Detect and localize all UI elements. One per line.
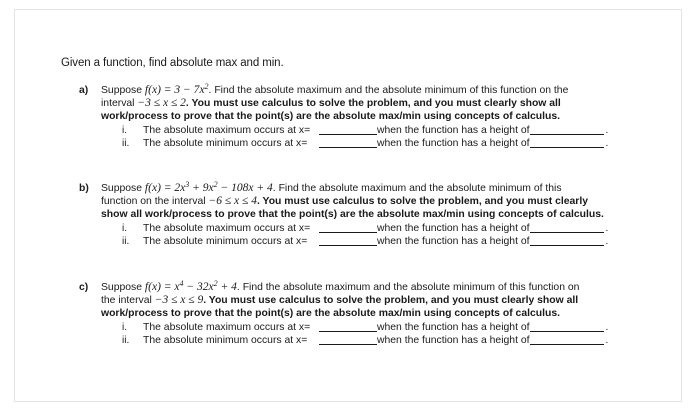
roman-numeral: i.: [122, 222, 127, 234]
min-x-blank[interactable]: [319, 236, 377, 246]
suppose-text: Suppose: [101, 183, 143, 194]
problem-c: [79, 281, 649, 347]
interval-expression: −3 ≤ x ≤ 2: [137, 97, 186, 110]
answer-row-max: [79, 321, 649, 334]
height-label: when the function has a height of: [377, 137, 530, 149]
period: .: [605, 321, 609, 333]
function-expression: $f(x) = 3 - 7x^2$: [144, 82, 209, 96]
max-label: The absolute maximum occurs at x=: [143, 222, 311, 234]
period: .: [605, 137, 609, 149]
problem-label: b): [79, 183, 89, 194]
interval-expression: −3 ≤ x ≤ 9: [154, 294, 204, 307]
interval-word: the interval: [101, 295, 152, 307]
roman-numeral: ii.: [122, 137, 130, 149]
min-height-blank[interactable]: [530, 335, 604, 345]
function-expression: $f(x) = 2x^3 + 9x^2 - 108x + 4$: [144, 180, 273, 194]
height-label: when the function has a height of: [377, 235, 530, 247]
proof-requirement: work/process to prove that the point(s) are the absolute max/min using concepts of calculus.: [101, 111, 561, 123]
problem-b: [79, 182, 649, 248]
find-text: . Find the absolute maximum and the absolute minimum of this: [272, 183, 562, 194]
proof-requirement: work/process to prove that the point(s) are the absolute max/min using concepts of calculus.: [101, 308, 561, 320]
roman-numeral: ii.: [122, 334, 130, 346]
find-text: . Find the absolute maximum and the absolute minimum of this function on the: [208, 85, 569, 96]
height-label: when the function has a height of: [377, 321, 530, 333]
roman-numeral: i.: [122, 124, 127, 136]
max-x-blank[interactable]: [319, 322, 377, 332]
suppose-text: Suppose: [101, 85, 143, 96]
height-label: when the function has a height of: [377, 334, 530, 346]
suppose-text: Suppose: [101, 282, 143, 293]
max-height-blank[interactable]: [530, 322, 604, 332]
min-height-blank[interactable]: [530, 236, 604, 246]
answer-row-min: [79, 137, 649, 150]
period: .: [605, 334, 609, 346]
answer-row-max: [79, 222, 649, 235]
answer-row-min: [79, 235, 649, 248]
min-x-blank[interactable]: [319, 138, 377, 148]
answer-row-max: [79, 124, 649, 137]
period: .: [605, 222, 609, 234]
max-height-blank[interactable]: [530, 125, 604, 135]
min-height-blank[interactable]: [530, 138, 604, 148]
problem-label: c): [79, 282, 89, 293]
max-x-blank[interactable]: [319, 125, 377, 135]
interval-expression: −6 ≤ x ≤ 4: [208, 195, 257, 208]
function-expression: $f(x) = x^4 - 32x^2 + 4$: [144, 279, 237, 293]
max-label: The absolute maximum occurs at x=: [143, 124, 311, 136]
page-heading: Given a function, find absolute max and min.: [61, 57, 284, 69]
min-label: The absolute minimum occurs at x=: [143, 235, 308, 247]
height-label: when the function has a height of: [377, 124, 530, 136]
max-height-blank[interactable]: [530, 223, 604, 233]
answer-row-min: [79, 334, 649, 347]
find-text: . Find the absolute maximum and the absolute minimum of this function on: [236, 282, 580, 293]
height-label: when the function has a height of: [377, 222, 530, 234]
max-label: The absolute maximum occurs at x=: [143, 321, 311, 333]
interval-word: function on the interval: [101, 196, 206, 208]
min-label: The absolute minimum occurs at x=: [143, 137, 308, 149]
interval-word: interval: [101, 98, 135, 110]
proof-requirement: show all work/process to prove that the point(s) are the absolute max/min using concepts of calculus.: [101, 209, 604, 221]
roman-numeral: i.: [122, 321, 127, 333]
min-x-blank[interactable]: [319, 335, 377, 345]
calculus-requirement: . You must use calculus to solve the problem, and you must clearly show all: [203, 295, 579, 307]
max-x-blank[interactable]: [319, 223, 377, 233]
problem-label: a): [79, 85, 89, 96]
min-label: The absolute minimum occurs at x=: [143, 334, 308, 346]
period: .: [605, 235, 609, 247]
calculus-requirement: . You must use calculus to solve the problem, and you must clearly: [256, 196, 589, 208]
calculus-requirement: . You must use calculus to solve the problem, and you must clearly show all: [185, 98, 561, 110]
problem-a: [79, 84, 649, 150]
roman-numeral: ii.: [122, 235, 130, 247]
period: .: [605, 124, 609, 136]
